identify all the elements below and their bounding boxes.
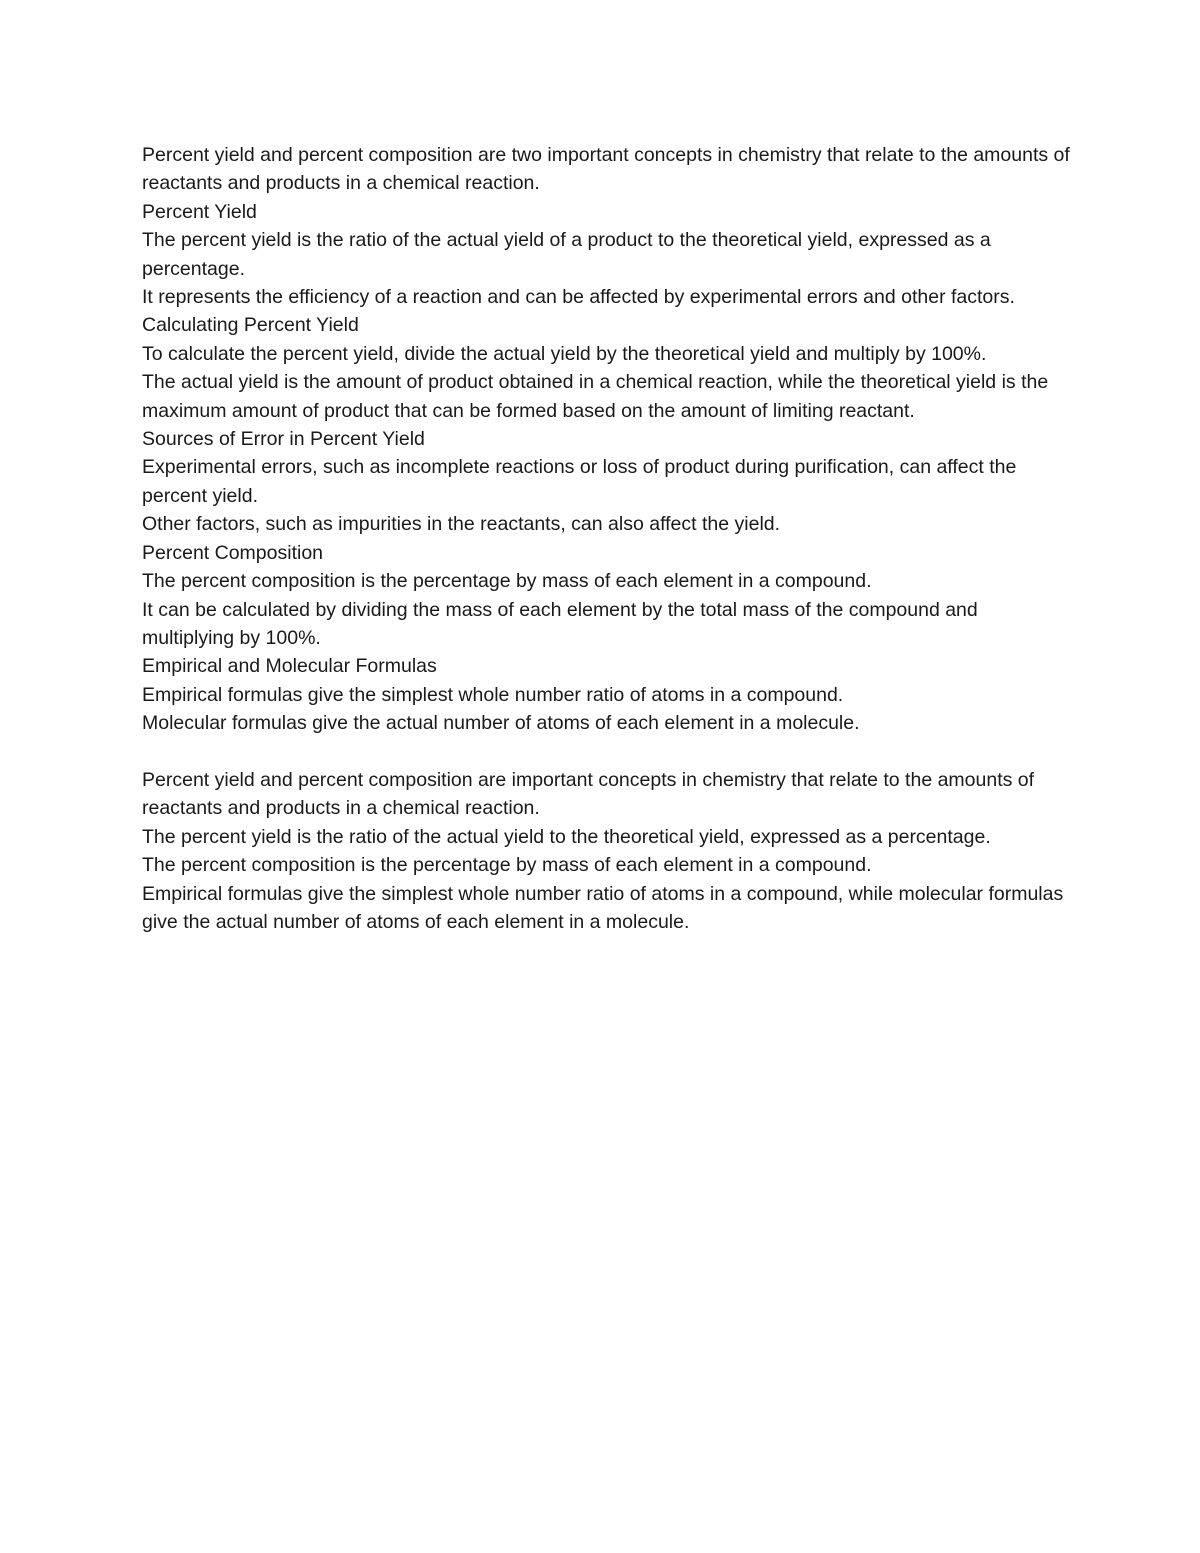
notes-section [142, 141, 1076, 738]
heading-percent-composition: Percent Composition [142, 541, 324, 564]
text-line: The actual yield is the amount of product obtained in a chemical reaction, while the theoretical yield is the maximum amount of product that can be formed based on the amount of limiting reactant. [142, 371, 1054, 422]
summary-line: Empirical formulas give the simplest whole number ratio of atoms in a compound, while molecular formulas give the actual number of atoms of each element in a molecule. [142, 882, 1069, 933]
summary-line: Percent yield and percent composition are important concepts in chemistry that relate to the amounts of reactants and products in a chemical reaction. [142, 768, 1040, 820]
text-line: Experimental errors, such as incomplete reactions or loss of product during purification, can affect the percent yield. [142, 456, 1022, 507]
text-line: Other factors, such as impurities in the reactants, can also affect the yield. [142, 513, 781, 536]
heading-calculating-percent-yield: Calculating Percent Yield [142, 314, 359, 337]
summary-line: The percent composition is the percentage by mass of each element in a compound. [142, 854, 872, 877]
text-line: Empirical formulas give the simplest whole number ratio of atoms in a compound. [142, 683, 844, 706]
intro-paragraph: Percent yield and percent composition are two important concepts in chemistry that relate to the amounts of reactants and products in a chemical reaction. [142, 144, 1076, 195]
text-line: The percent composition is the percentage by mass of each element in a compound. [142, 570, 872, 593]
text-line: The percent yield is the ratio of the actual yield of a product to the theoretical yield, expressed as a percentage. [142, 229, 997, 280]
text-line: It represents the efficiency of a reaction and can be affected by experimental errors and other factors. [142, 286, 1015, 309]
paragraph-gap [142, 738, 1072, 766]
summary-line: The percent yield is the ratio of the actual yield to the theoretical yield, expressed as a percentage. [142, 825, 991, 848]
heading-percent-yield: Percent Yield [142, 200, 257, 223]
heading-empirical-molecular-formulas: Empirical and Molecular Formulas [142, 655, 437, 678]
text-line: Molecular formulas give the actual number of atoms of each element in a molecule. [142, 712, 860, 735]
text-line: It can be calculated by dividing the mass of each element by the total mass of the compound and multiplying by 100%. [142, 598, 984, 649]
text-line: To calculate the percent yield, divide the actual yield by the theoretical yield and multiply by 100%. [142, 342, 987, 365]
document-body [142, 141, 1076, 936]
summary-section [142, 766, 1072, 936]
heading-sources-of-error: Sources of Error in Percent Yield [142, 428, 425, 451]
